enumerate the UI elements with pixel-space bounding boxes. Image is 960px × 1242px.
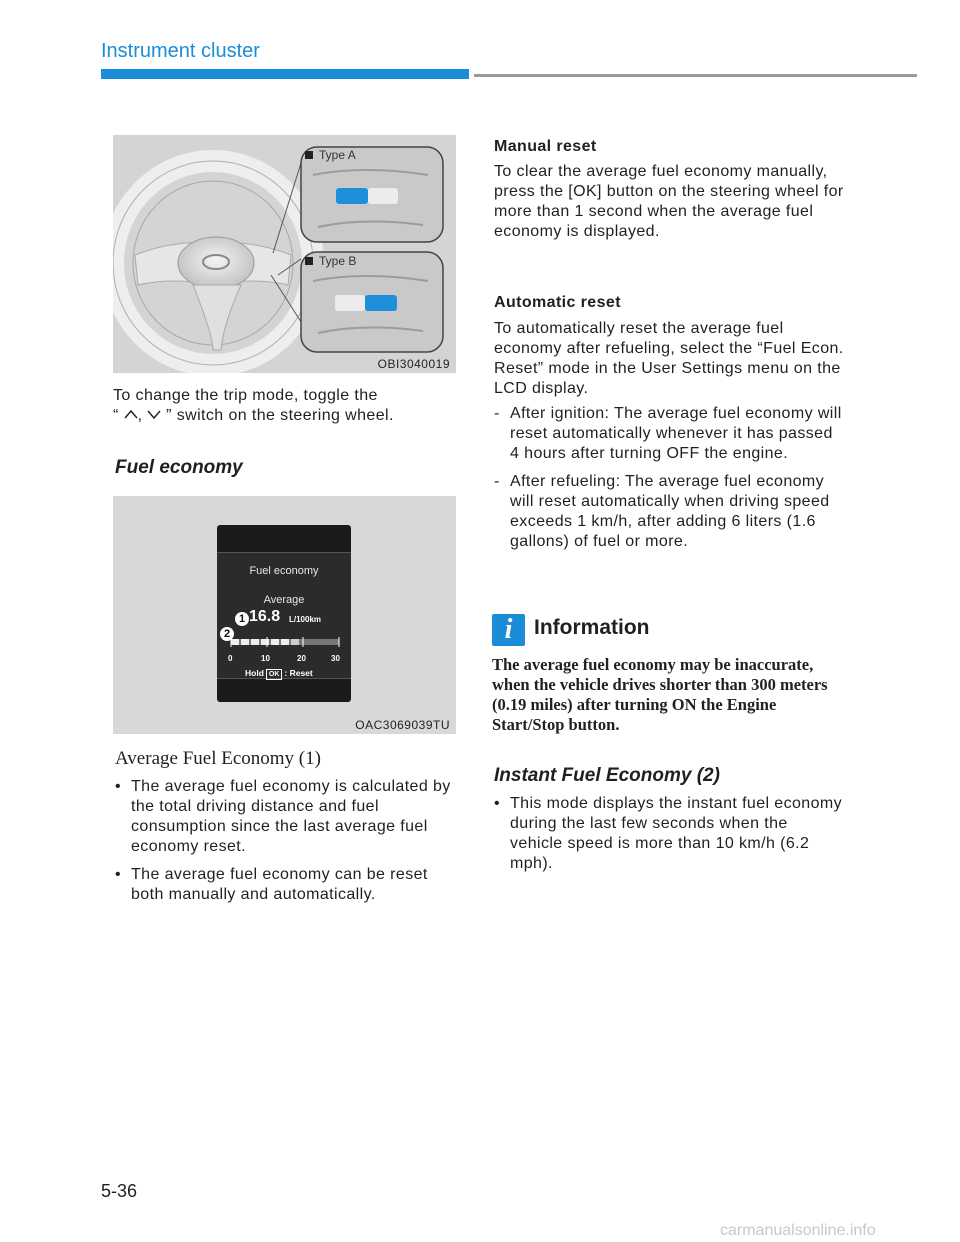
trip-mode-text — [113, 386, 458, 426]
fuel-economy-display-figure — [113, 496, 456, 734]
automatic-reset-text: To automatically reset the average fuel economy after refueling, select the “Fuel Econ. Reset” mode in the User Settings menu on the LCD display. — [494, 320, 844, 397]
instant-bullets — [494, 794, 844, 882]
lcd-unit: L/100km — [289, 615, 322, 624]
page-number: 5-36 — [101, 1181, 138, 1201]
header-accent-bar — [101, 69, 469, 79]
figure-code: OBI3040019 — [377, 357, 450, 371]
list-item: - After ignition: The average fuel economy will reset automatically whenever it has passed 4 hours after turning OFF the engine. — [494, 405, 842, 462]
tick-label: 10 — [261, 654, 270, 663]
symbol-separator: , — [137, 407, 143, 424]
figure-code: OAC3069039TU — [355, 718, 450, 732]
lcd-screen — [217, 525, 351, 702]
list-item: • This mode displays the instant fuel economy during the last few seconds when the vehicle speed is more than 10 km/h (6.2 mph). — [494, 795, 843, 872]
steering-wheel-illustration — [113, 135, 456, 373]
automatic-reset-heading: Automatic reset — [494, 294, 621, 311]
information-title: Information — [534, 616, 650, 639]
trip-mode-line-1: To change the trip mode, toggle the — [113, 387, 378, 404]
manual-reset-text: To clear the average fuel economy manually, press the [OK] button on the steering wheel for more than 1 second when the average fuel economy is displayed. — [494, 163, 844, 240]
steering-wheel-figure — [113, 135, 456, 373]
callout-2-icon: 2 — [220, 627, 234, 641]
tick-label: 30 — [331, 654, 340, 663]
header-rule — [474, 74, 917, 77]
automatic-reset-items — [494, 404, 844, 560]
instant-fuel-economy-heading: Instant Fuel Economy (2) — [494, 765, 720, 786]
trip-mode-suffix: ” switch on the steering wheel. — [166, 407, 394, 424]
bullet-text: The average fuel economy can be reset both manually and automatically. — [131, 866, 428, 903]
type-b-label: Type B — [319, 254, 357, 268]
footer-watermark: carmanualsonline.info — [720, 1222, 876, 1239]
lcd-hold-label: Hold — [245, 668, 264, 678]
bullet-text: This mode displays the instant fuel economy during the last few seconds when the vehicle speed is more than 10 km/h (6.2 mph). — [510, 795, 843, 872]
callout-1-icon: 1 — [235, 612, 249, 626]
tick-label: 0 — [228, 654, 233, 663]
chevron-down-icon — [147, 408, 161, 420]
information-body: The average fuel economy may be inaccurate, when the vehicle drives shorter than 300 meters (0.19 miles) after turning ON the Engine Start/Stop button. — [492, 655, 828, 734]
trip-mode-line-2 — [113, 406, 458, 426]
lcd-reset-label: : Reset — [284, 668, 313, 678]
average-fuel-economy-heading: Average Fuel Economy (1) — [115, 748, 321, 769]
type-a-label: Type A — [319, 148, 356, 162]
lcd-title: Fuel economy — [249, 565, 319, 577]
lcd-value: 16.8 — [249, 608, 281, 625]
item-text: After refueling: The average fuel economy will reset automatically when driving speed exceeds 1 km/h, after adding 6 liters (1.6 gallons) of fuel or more. — [510, 473, 830, 550]
list-item: • The average fuel economy is calculated by the total driving distance and fuel consumption since the last average fuel economy reset. — [115, 778, 451, 855]
quote-open: “ — [113, 407, 119, 424]
lcd-average-label: Average — [263, 594, 305, 606]
manual-reset-heading: Manual reset — [494, 138, 597, 155]
chevron-up-icon — [124, 408, 138, 420]
list-item: • The average fuel economy can be reset both manually and automatically. — [115, 866, 428, 903]
lcd-ok-badge: OK — [266, 669, 283, 680]
tick-label: 20 — [297, 654, 306, 663]
list-item: - After refueling: The average fuel economy will reset automatically when driving speed exceeds 1 km/h, after adding 6 liters (1.6 gallons) of fuel or more. — [494, 473, 830, 550]
section-title: Instrument cluster — [101, 40, 260, 62]
bullet-text: The average fuel economy is calculated by the total driving distance and fuel consumption since the last average fuel economy reset. — [131, 778, 451, 855]
fuel-economy-bar-scale — [229, 635, 341, 651]
fuel-economy-heading: Fuel economy — [115, 457, 243, 478]
info-icon: i — [492, 614, 525, 646]
item-text: After ignition: The average fuel economy will reset automatically whenever it has passed 4 hours after turning OFF the engine. — [510, 405, 842, 462]
lcd-hold-reset — [245, 668, 313, 680]
average-bullets — [115, 777, 460, 913]
